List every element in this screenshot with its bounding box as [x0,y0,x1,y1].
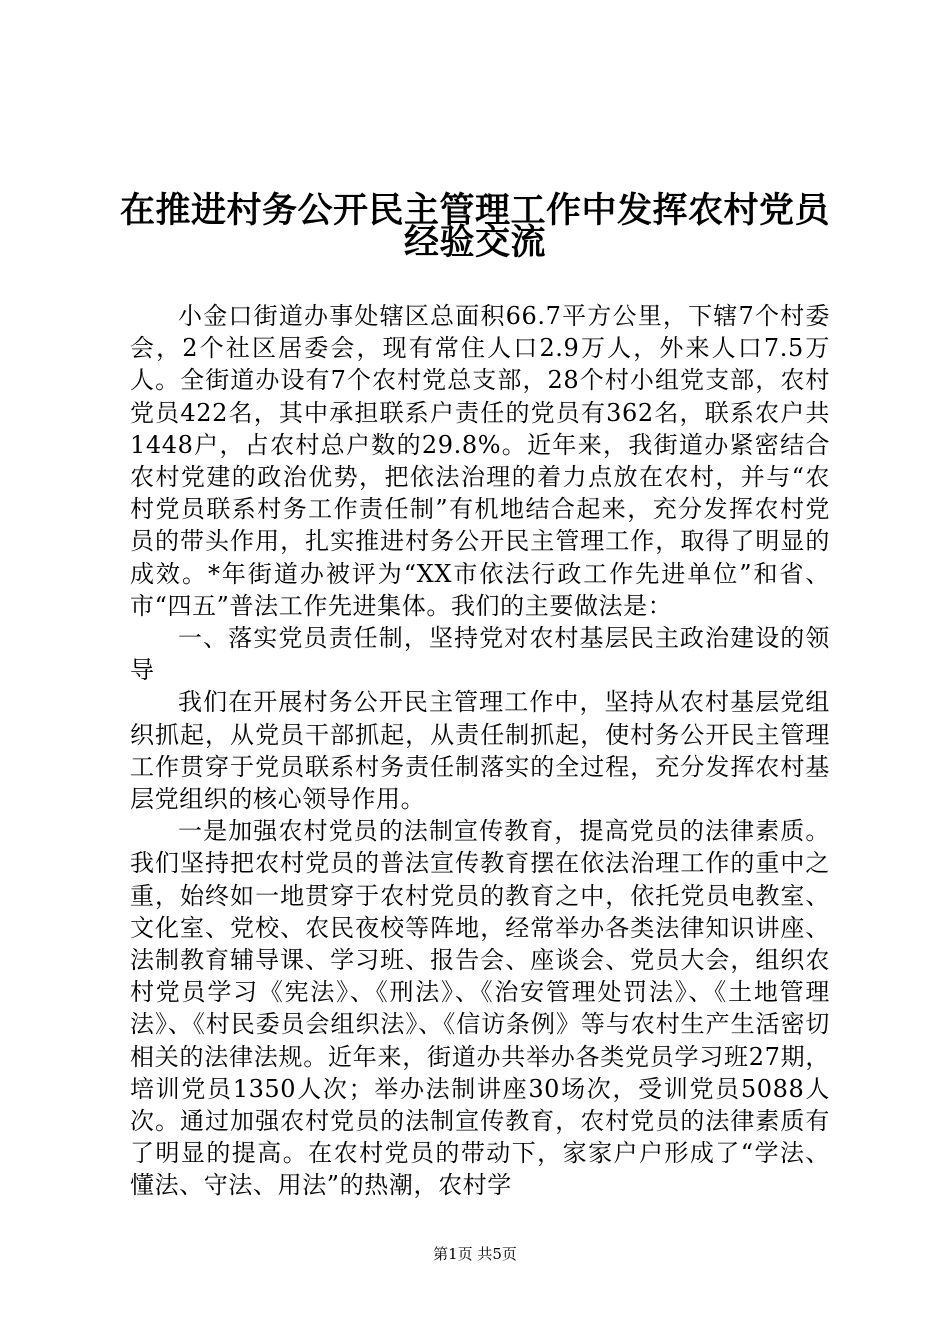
document-title-line-1: 在推进村务公开民主管理工作中发挥农村党员 [119,191,830,231]
document-body [130,300,830,1202]
section-heading-1: 一、落实党员责任制，坚持党对农村基层民主政治建设的领导 [130,624,830,685]
paragraph-intro: 小金口街道办事处辖区总面积66.7平方公里，下辖7个村委会，2个社区居委会，现有常住人口2.9万人，外来人口7.5万人。全街道办设有7个农村党总支部，28个村小组党支部，农村党员422名，其中承担联系户责任的党员有362名，联系农户共1448户，占农村总户数的29.8%。近年来，我街道办紧密结合农村党建的政治优势，把依法治理的着力点放在农村，并与“农村党员联系村务工作责任制”有机地结合起来，充分发挥农村党员的带头作用，扎实推进村务公开民主管理工作，取得了明显的成效。*年街道办被评为“XX市依法行政工作先进单位”和省、市“四五”普法工作先进集体。我们的主要做法是： [130,302,830,620]
paragraph-point-1: 一是加强农村党员的法制宣传教育，提高党员的法律素质。我们坚持把农村党员的普法宣传教育摆在依法治理工作的重中之重，始终如一地贯穿于农村党员的教育之中，依托党员电教室、文化室、党校、农民夜校等阵地，经常举办各类法律知识讲座、法制教育辅导课、学习班、报告会、座谈会、党员大会，组织农村党员学习《宪法》、《刑法》、《治安管理处罚法》、《土地管理法》、《村民委员会组织法》、《信访条例》等与农村生产生活密切相关的法律法规。近年来，街道办共举办各类党员学习班27期，培训党员1350人次；举办法制讲座30场次，受训党员5088人次。通过加强农村党员的法制宣传教育，农村党员的法律素质有了明显的提高。在农村党员的带动下，家家户户形成了“学法、懂法、守法、用法”的热潮，农村学 [130,817,830,1200]
paragraph-section-1: 我们在开展村务公开民主管理工作中，坚持从农村基层党组织抓起，从党员干部抓起，从责任制抓起，使村务公开民主管理工作贯穿于党员联系村务责任制落实的全过程，充分发挥农村基层党组织的核心领导作用。 [130,688,830,814]
page-footer: 第1页 共5页 [433,1245,517,1263]
document-title-line-2: 经验交流 [403,223,546,263]
